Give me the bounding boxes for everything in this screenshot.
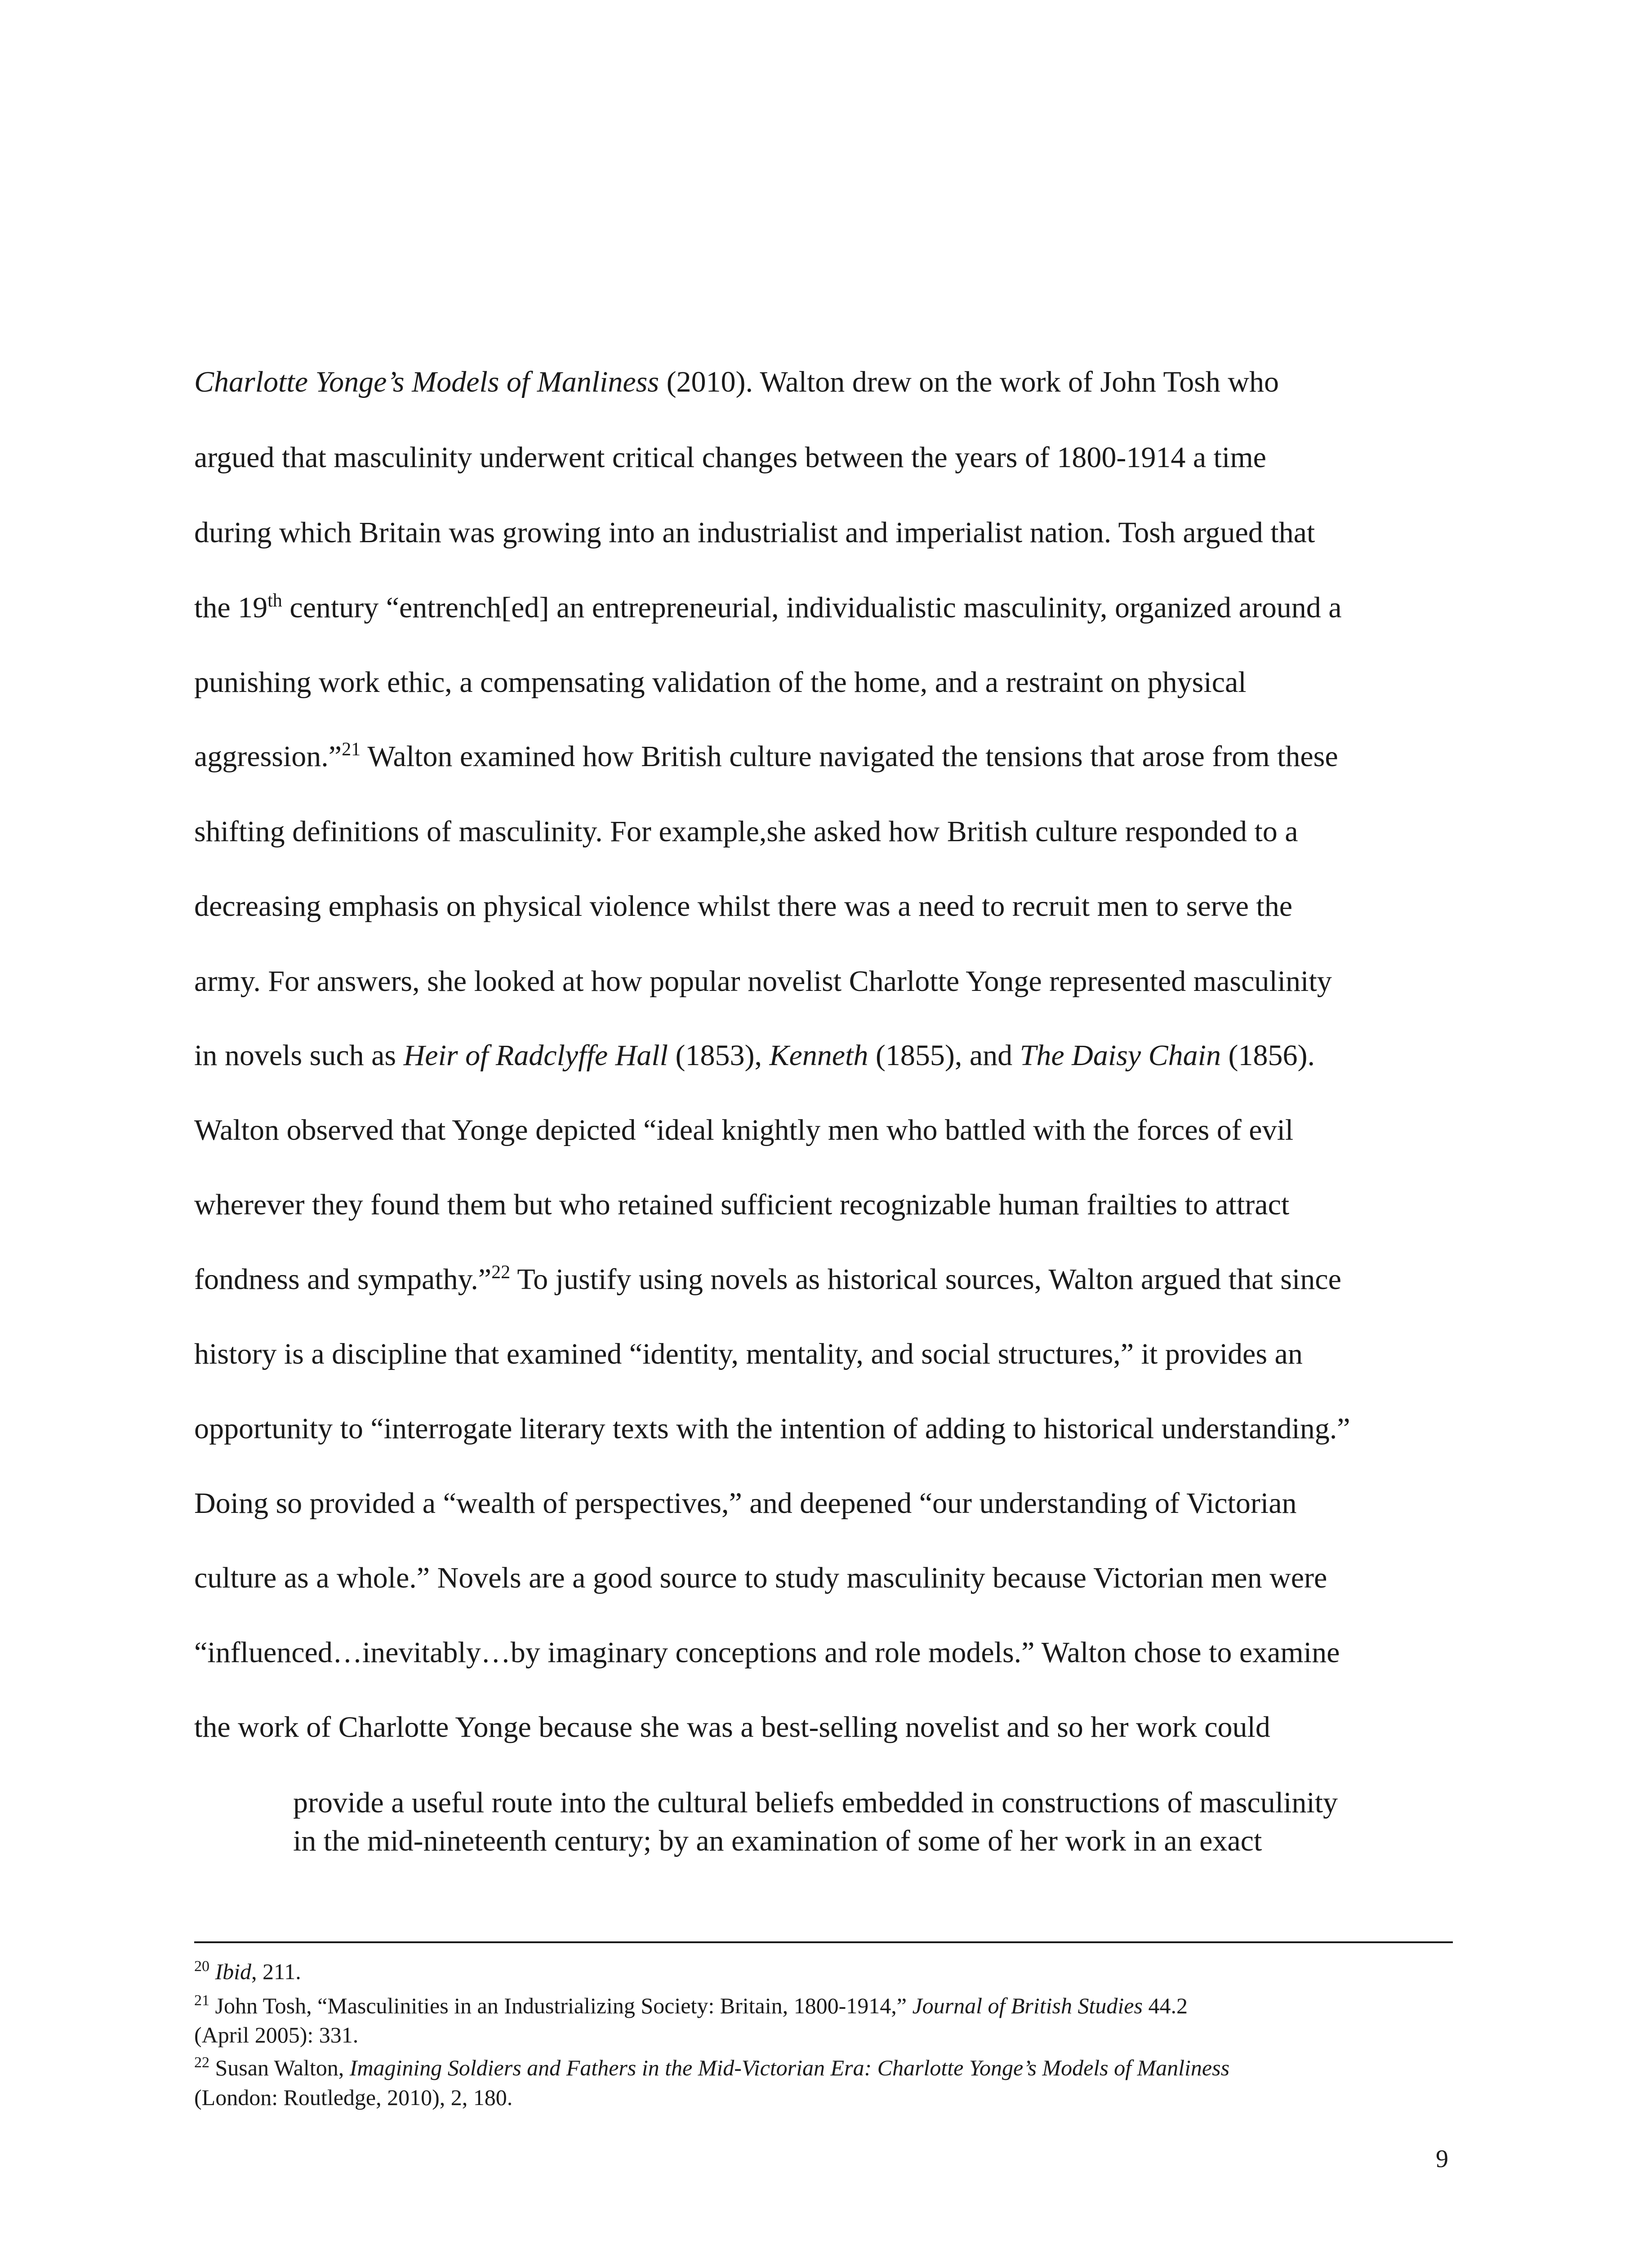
body-text: fondness and sympathy.” [194,1263,492,1296]
body-line-8: decreasing emphasis on physical violence whilst there was a need to recruit men to serve the [194,890,1292,923]
block-quote-line-2: in the mid-nineteenth century; by an examination of some of her work in an exact [293,1824,1262,1857]
footnote-text: 44.2 [1142,1993,1188,2018]
body-line-13 [194,1262,1341,1298]
body-line-18: “influenced…inevitably…by imaginary conceptions and role models.” Walton chose to examine [194,1636,1340,1669]
footnote-text: John Tosh, “Masculinities in an Industrializing Society: Britain, 1800-1914,” [209,1993,913,2018]
body-line-16: Doing so provided a “wealth of perspectives,” and deepened “our understanding of Victorian [194,1487,1297,1520]
body-text: To justify using novels as historical sources, Walton argued that since [510,1263,1341,1296]
footnote-22 [194,2054,1229,2082]
page-number: 9 [1436,2145,1448,2173]
body-line-12: wherever they found them but who retained sufficient recognizable human frailties to attract [194,1188,1290,1221]
footnote-21 [194,1992,1188,2020]
footnote-italic: Ibid [215,1959,252,1984]
footnote-text [209,1959,215,1984]
footnote-ref-21[interactable]: 21 [342,739,361,760]
block-quote-line-1: provide a useful route into the cultural beliefs embedded in constructions of masculinity [293,1786,1338,1819]
body-text: in novels such as [194,1039,404,1072]
body-text: Walton examined how British culture navigated the tensions that arose from these [361,740,1338,773]
body-text: the 19 [194,591,268,624]
body-text: (1856). [1221,1039,1315,1072]
body-line-4 [194,590,1342,626]
body-text: aggression.” [194,740,342,773]
footnote-22-continued: (London: Routledge, 2010), 2, 180. [194,2085,513,2110]
footnote-number: 21 [194,1992,209,2009]
body-line-7: shifting definitions of masculinity. For example,she asked how British culture responded to a [194,815,1298,848]
body-line-19: the work of Charlotte Yonge because she was a best-selling novelist and so her work could [194,1711,1270,1744]
footnote-text: , 211. [251,1959,301,1984]
body-line-6 [194,739,1338,775]
body-line-15: opportunity to “interrogate literary texts with the intention of adding to historical understanding.” [194,1412,1350,1445]
body-line-5: punishing work ethic, a compensating validation of the home, and a restraint on physical [194,666,1247,699]
footnote-text: Susan Walton, [209,2055,350,2080]
footnote-italic: Journal of British Studies [912,1993,1143,2018]
body-line-11: Walton observed that Yonge depicted “ideal knightly men who battled with the forces of evil [194,1114,1294,1146]
body-line-17: culture as a whole.” Novels are a good source to study masculinity because Victorian men were [194,1561,1327,1594]
ordinal-superscript: th [267,590,282,611]
footnote-number: 22 [194,2054,209,2071]
novel-title-italic: The Daisy Chain [1020,1039,1221,1072]
book-title-italic: Charlotte Yonge’s Models of Manliness [194,366,659,398]
body-line-14: history is a discipline that examined “identity, mentality, and social structures,” it provides an [194,1338,1303,1370]
body-text: (2010). Walton drew on the work of John Tosh who [659,366,1279,398]
footnote-separator [194,1941,1453,1943]
novel-title-italic: Heir of Radclyffe Hall [403,1039,668,1072]
footnote-number: 20 [194,1958,209,1975]
body-line-1 [194,364,1279,400]
body-text: century “entrench[ed] an entrepreneurial, individualistic masculinity, organized around a [282,591,1342,624]
novel-title-italic: Kenneth [769,1039,868,1072]
body-line-2: argued that masculinity underwent critical changes between the years of 1800-1914 a time [194,441,1266,474]
footnote-21-continued: (April 2005): 331. [194,2022,359,2047]
footnote-20 [194,1958,301,1985]
body-line-10 [194,1038,1315,1074]
footnote-italic: Imagining Soldiers and Fathers in the Mid-Victorian Era: Charlotte Yonge’s Models of Manliness [349,2055,1230,2080]
body-line-9: army. For answers, she looked at how popular novelist Charlotte Yonge represented masculinity [194,965,1332,998]
footnote-ref-22[interactable]: 22 [491,1262,511,1283]
body-line-3: during which Britain was growing into an industrialist and imperialist nation. Tosh argued that [194,516,1315,549]
body-text: (1853), [668,1039,770,1072]
body-text: (1855), and [868,1039,1020,1072]
